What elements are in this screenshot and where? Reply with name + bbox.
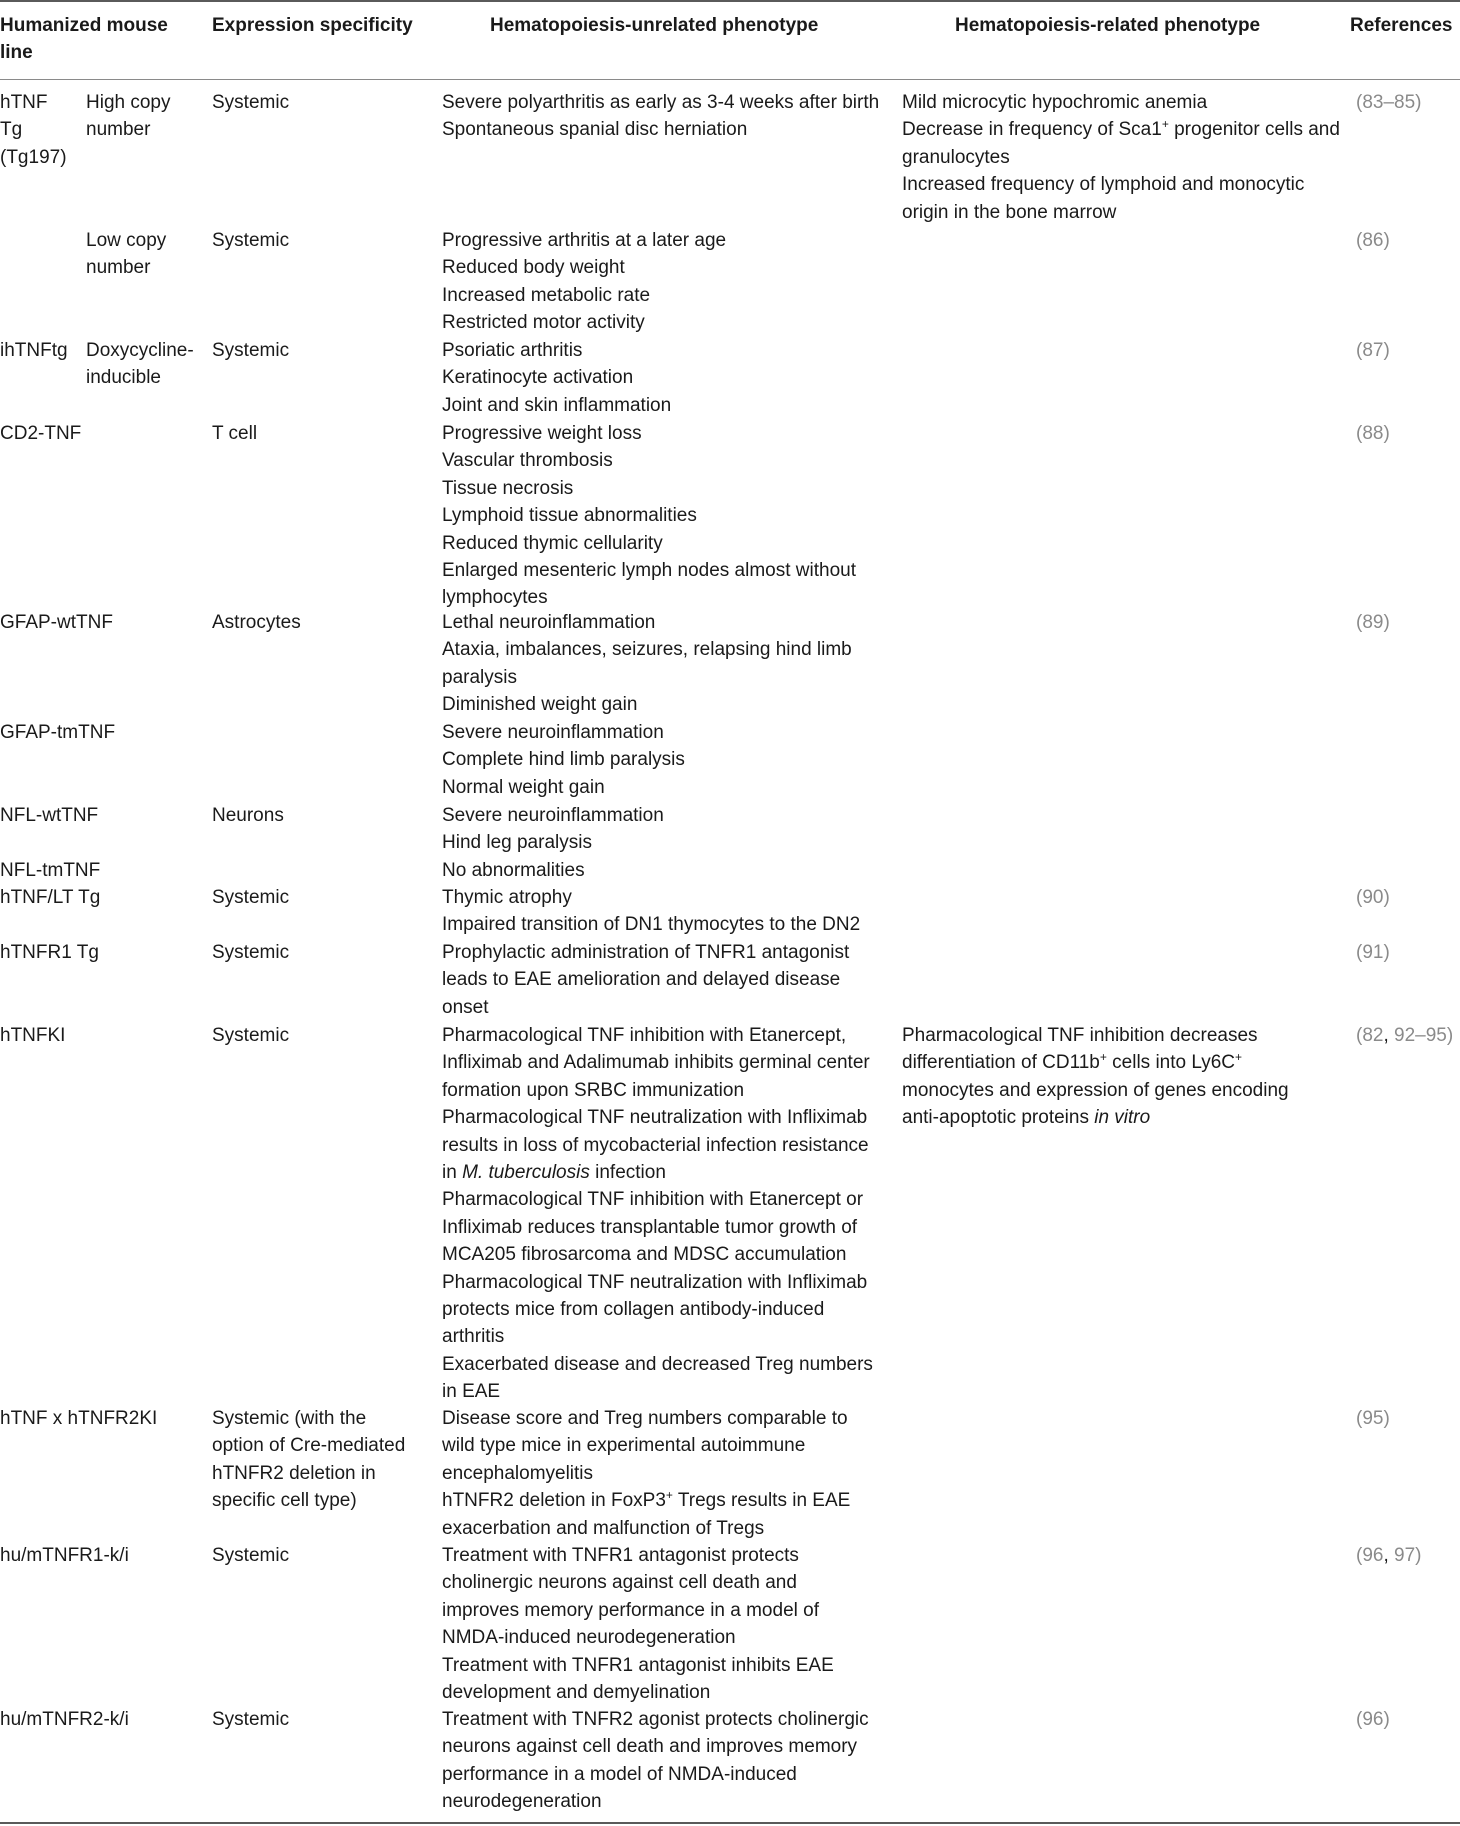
cell-line: GFAP-wtTNF [0, 612, 113, 633]
cell-line: NFL-tmTNF [0, 860, 101, 881]
phenotype-item: Pharmacological TNF inhibition decreases differentiation of CD11b+ cells into Ly6C+ monocytes and expression of genes encoding anti-apoptotic proteins in vitro [902, 1025, 1289, 1129]
cell-related [902, 1022, 1322, 1132]
cell-unrelated [442, 609, 882, 719]
phenotype-item: Pharmacological TNF inhibition with Etanercept, Infliximab and Adalimumab inhibits germinal center formation upon SRBC immunization [442, 1025, 870, 1101]
cell-line: hu/mTNFR1-k/i [0, 1545, 129, 1566]
header-hematopoiesis-unrelated: Hematopoiesis-unrelated phenotype [490, 15, 819, 36]
reference-link[interactable]: (83–85) [1356, 92, 1422, 113]
cell-line: hu/mTNFR2-k/i [0, 1709, 129, 1730]
phenotype-item: hTNFR2 deletion in FoxP3+ Tregs results in EAE exacerbation and malfunction of Tregs [442, 1488, 851, 1539]
cell-line: hTNF/LT Tg [0, 887, 101, 908]
phenotype-item: Severe polyarthritis as early as 3-4 weeks after birth [442, 92, 880, 113]
cell-variant: Low copy number [86, 230, 167, 279]
phenotype-item: Thymic atrophy [442, 887, 572, 908]
phenotype-item: Treatment with TNFR1 antagonist inhibits EAE development and demyelination [442, 1654, 834, 1704]
cell-expression: Systemic [212, 1545, 290, 1566]
phenotype-item: Tissue necrosis [442, 477, 574, 499]
phenotype-item: Spontaneous spanial disc herniation [442, 119, 748, 141]
cell-expression: T cell [212, 423, 258, 444]
phenotype-item: Severe neuroinflammation [442, 722, 664, 743]
reference-link[interactable]: (82, 92–95) [1356, 1025, 1454, 1046]
cell-line: hTNF x hTNFR2KI [0, 1408, 158, 1429]
cell-expression: Systemic [212, 1025, 290, 1046]
phenotype-item: Keratinocyte activation [442, 367, 634, 389]
cell-expression: Astrocytes [212, 612, 301, 633]
phenotype-item: Progressive weight loss [442, 423, 642, 444]
phenotype-item: Normal weight gain [442, 776, 605, 798]
cell-expression: Systemic [212, 942, 290, 963]
phenotype-item: Severe neuroinflammation [442, 805, 664, 826]
table-top-rule [0, 0, 1460, 2]
cell-variant: Doxycycline-inducible [86, 340, 194, 389]
cell-expression: Systemic [212, 92, 290, 113]
phenotype-item: Reduced thymic cellularity [442, 532, 663, 554]
header-rule [0, 79, 1460, 80]
cell-expression: Systemic [212, 887, 290, 908]
phenotype-item: Pharmacological TNF inhibition with Etanercept or Infliximab reduces transplantable tumor growth of MCA205 fibrosarcoma and MDSC accumulation [442, 1189, 864, 1266]
phenotype-item: Progressive arthritis at a later age [442, 230, 727, 251]
cell-related [902, 89, 1342, 226]
cell-unrelated [442, 89, 882, 144]
phenotype-item: Lethal neuroinflammation [442, 612, 656, 633]
cell-line: ihTNFtg [0, 340, 68, 361]
phenotype-item: Exacerbated disease and decreased Treg numbers in EAE [442, 1353, 873, 1403]
cell-expression: Systemic [212, 1709, 290, 1730]
cell-unrelated [442, 719, 685, 801]
cell-line: hTNFR1 Tg [0, 942, 99, 963]
phenotype-item: Lymphoid tissue abnormalities [442, 505, 697, 527]
cell-unrelated [442, 227, 726, 337]
cell-unrelated [442, 1405, 882, 1542]
phenotype-item: Complete hind limb paralysis [442, 749, 685, 771]
phenotype-item: Enlarged mesenteric lymph nodes almost without lymphocytes [442, 560, 856, 609]
phenotype-item: Treatment with TNFR2 agonist protects cholinergic neurons against cell death and improves memory performance in a model of NMDA-induced neurodegeneration [442, 1709, 869, 1813]
phenotype-item: Psoriatic arthritis [442, 340, 583, 361]
phenotype-item: Increased metabolic rate [442, 284, 651, 306]
phenotype-item: Joint and skin inflammation [442, 394, 672, 416]
reference-link[interactable]: (86) [1356, 230, 1390, 251]
cell-expression: Systemic (with the option of Cre-mediated hTNFR2 deletion in specific cell type) [212, 1408, 406, 1512]
table-bottom-rule [0, 1822, 1460, 1824]
reference-link[interactable]: (95) [1356, 1408, 1390, 1429]
phenotype-item: Diminished weight gain [442, 694, 638, 716]
reference-link[interactable]: (87) [1356, 340, 1390, 361]
cell-unrelated [442, 1706, 882, 1816]
cell-expression: Systemic [212, 230, 290, 251]
phenotype-item: Decrease in frequency of Sca1+ progenitor cells and granulocytes [902, 117, 1340, 168]
cell-unrelated [442, 939, 882, 1021]
cell-line: CD2-TNF [0, 423, 82, 444]
header-expression-specificity: Expression specificity [212, 15, 413, 36]
phenotype-item: Restricted motor activity [442, 312, 645, 334]
phenotype-item: Vascular thrombosis [442, 450, 613, 472]
reference-link[interactable]: (88) [1356, 423, 1390, 444]
phenotype-item: Impaired transition of DN1 thymocytes to the DN2 [442, 914, 861, 936]
cell-unrelated [442, 337, 671, 419]
reference-link[interactable]: (91) [1356, 942, 1390, 963]
cell-unrelated [442, 1542, 872, 1706]
cell-line: hTNFKI [0, 1025, 66, 1046]
phenotype-item: Pharmacological TNF neutralization with Infliximab protects mice from collagen antibody-induced arthritis [442, 1271, 868, 1348]
cell-expression: Systemic [212, 340, 290, 361]
phenotype-item: No abnormalities [442, 860, 585, 881]
phenotype-item: Increased frequency of lymphoid and monocytic origin in the bone marrow [902, 174, 1305, 223]
phenotype-item: Treatment with TNFR1 antagonist protects cholinergic neurons against cell death and improves memory performance in a model of NMDA-induced neurodegeneration [442, 1545, 819, 1649]
cell-expression: Neurons [212, 805, 284, 826]
phenotype-item: Disease score and Treg numbers comparable to wild type mice in experimental autoimmune encephalomyelitis [442, 1408, 848, 1484]
cell-unrelated [442, 1022, 887, 1406]
header-references: References [1350, 15, 1453, 36]
cell-unrelated [442, 802, 664, 857]
header-mouse-line: Humanized mouse line [0, 15, 168, 63]
cell-unrelated [442, 857, 585, 884]
header-hematopoiesis-related: Hematopoiesis-related phenotype [955, 15, 1261, 36]
cell-line: NFL-wtTNF [0, 805, 99, 826]
reference-link[interactable]: (96, 97) [1356, 1545, 1422, 1566]
phenotype-item: Prophylactic administration of TNFR1 antagonist leads to EAE amelioration and delayed disease onset [442, 942, 850, 1018]
phenotype-item: Reduced body weight [442, 257, 625, 279]
cell-unrelated [442, 420, 882, 612]
phenotype-item: Pharmacological TNF neutralization with Infliximab results in loss of mycobacterial infection resistance in M. tuberculosis infection [442, 1107, 869, 1184]
reference-link[interactable]: (90) [1356, 887, 1390, 908]
phenotype-item: Hind leg paralysis [442, 832, 592, 854]
reference-link[interactable]: (89) [1356, 612, 1390, 633]
cell-line: hTNF Tg (Tg197) [0, 92, 67, 168]
cell-variant: High copy number [86, 92, 171, 141]
phenotype-item: Ataxia, imbalances, seizures, relapsing hind limb paralysis [442, 639, 852, 688]
cell-unrelated [442, 884, 860, 939]
phenotype-item: Mild microcytic hypochromic anemia [902, 92, 1208, 113]
cell-line: GFAP-tmTNF [0, 722, 116, 743]
reference-link[interactable]: (96) [1356, 1709, 1390, 1730]
